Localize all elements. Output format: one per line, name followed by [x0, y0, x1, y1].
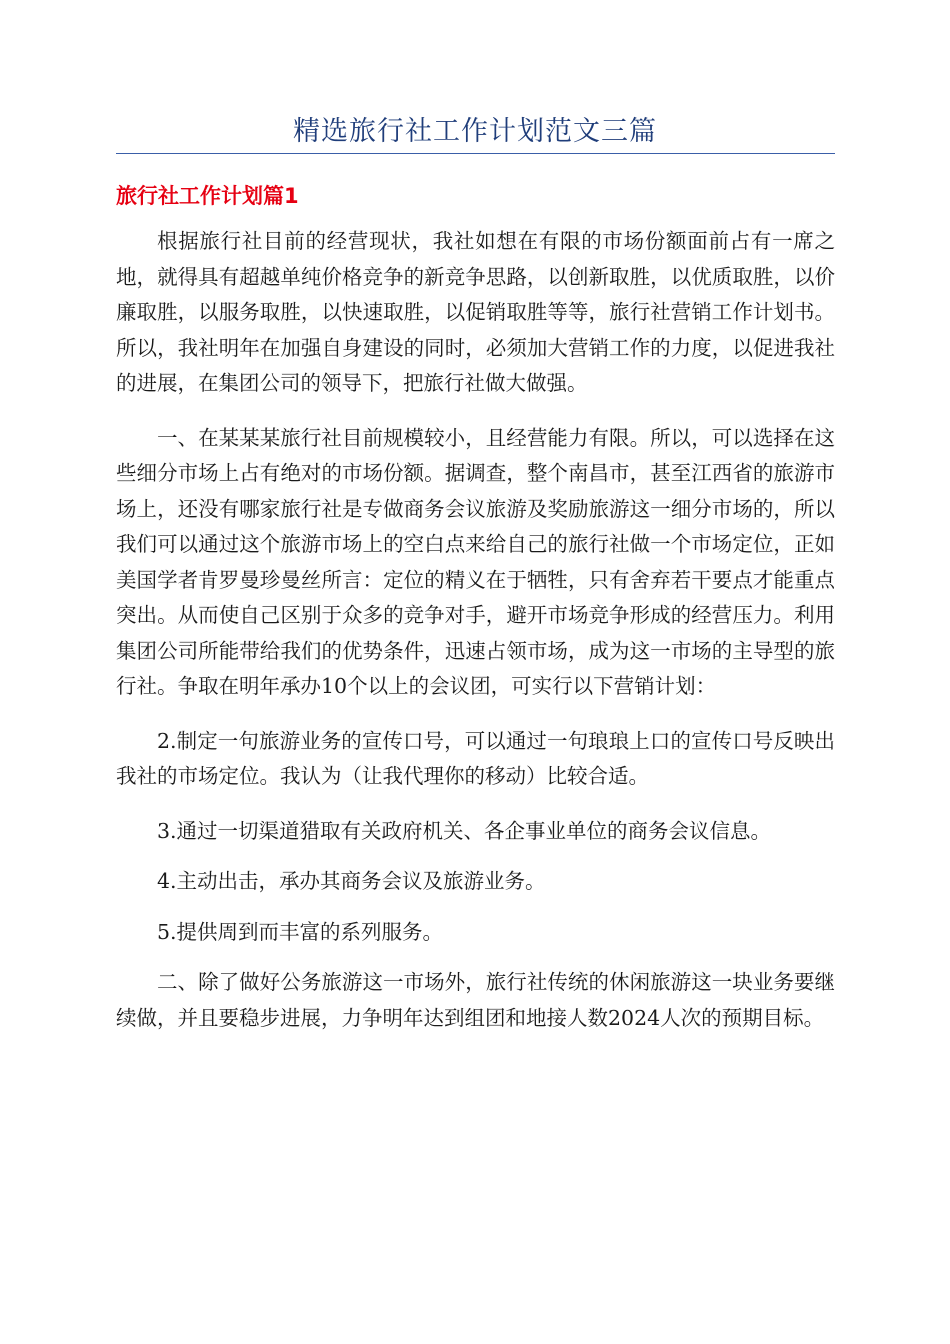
paragraph-item-4: 4.主动出击，承办其商务会议及旅游业务。 — [157, 869, 546, 893]
paragraph-point-two: 二、除了做好公务旅游这一市场外，旅行社传统的休闲旅游这一块业务要继续做，并且要稳步进展，力争明年达到组团和地接人数2024人次的预期目标。 — [116, 970, 835, 1030]
section-heading: 旅行社工作计划篇1 — [116, 184, 299, 208]
paragraph-item-2: 2.制定一句旅游业务的宣传口号，可以通过一句琅琅上口的宣传口号反映出我社的市场定位。我认为（让我代理你的移动）比较合适。 — [116, 728, 835, 788]
document-title: 精选旅行社工作计划范文三篇 — [293, 116, 657, 147]
paragraph-item-5: 5.提供周到而丰富的系列服务。 — [157, 919, 444, 944]
paragraph-intro: 根据旅行社目前的经营现状，我社如想在有限的市场份额面前占有一席之地，就得具有超越单纯价格竞争的新竞争思路，以创新取胜，以优质取胜，以价廉取胜，以服务取胜，以快速取胜，以促销取胜等等，旅行社营销工作计划书。所以，我社明年在加强自身建设的同时，必须加大营销工作的力度，以促进我社的进展，在集团公司的领导下，把旅行社做大做强。 — [116, 229, 835, 395]
document-body — [116, 224, 835, 1055]
paragraph-point-one: 一、在某某某旅行社目前规模较小，且经营能力有限。所以，可以选择在这些细分市场上占有绝对的市场份额。据调查，整个南昌市，甚至江西省的旅游市场上，还没有哪家旅行社是专做商务会议旅游及奖励旅游这一细分市场的，所以我们可以通过这个旅游市场上的空白点来给自己的旅行社做一个市场定位，正如美国学者肯罗曼珍曼丝所言：定位的精义在于牺牲，只有舍弃若干要点才能重点突出。从而使自己区别于众多的竞争对手，避开市场竞争形成的经营压力。利用集团公司所能带给我们的优势条件，迅速占领市场，成为这一市场的主导型的旅行社。争取在明年承办10个以上的会议团，可实行以下营销计划： — [116, 425, 835, 698]
title-divider — [116, 153, 835, 154]
paragraph-item-3: 3.通过一切渠道猎取有关政府机关、各企事业单位的商务会议信息。 — [157, 818, 772, 843]
